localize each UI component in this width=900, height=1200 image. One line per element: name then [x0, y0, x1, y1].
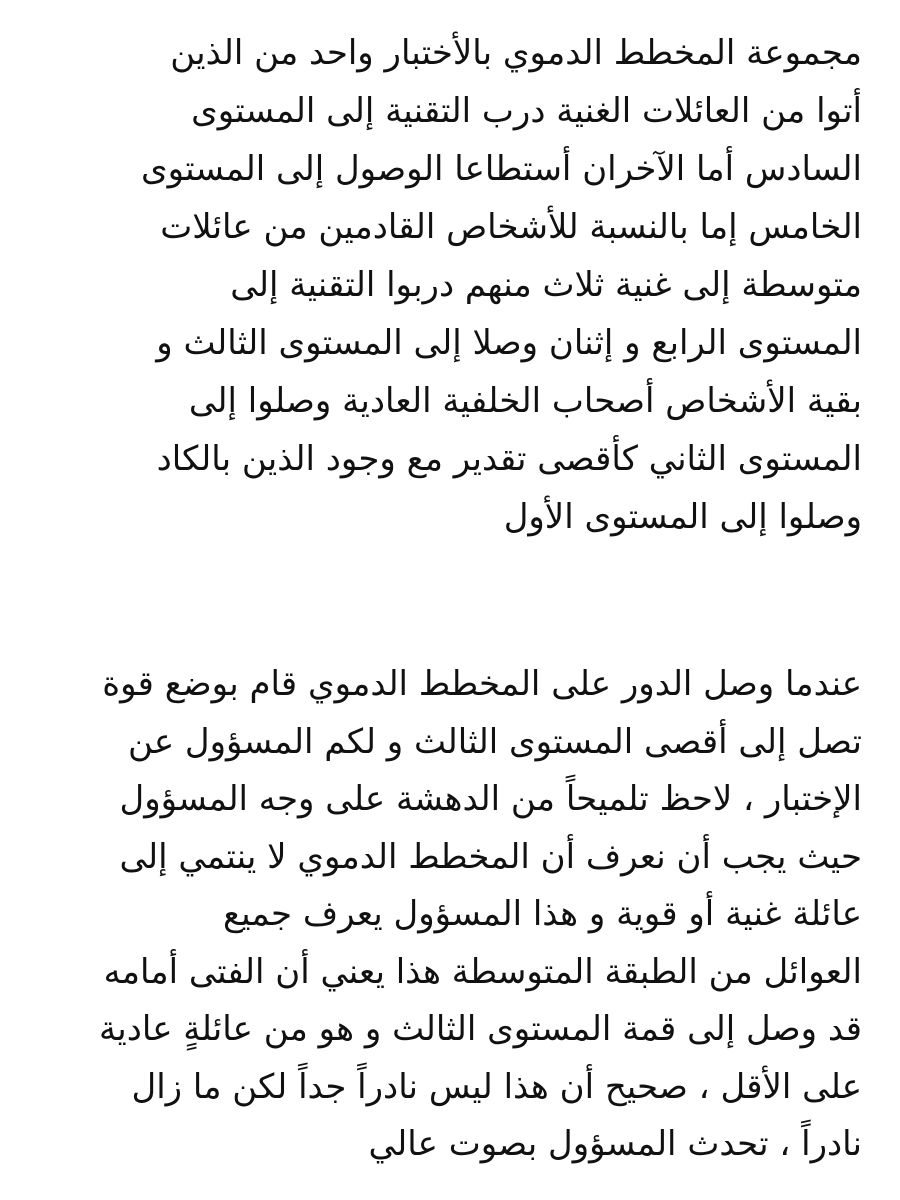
text-line: متوسطة إلى غنية ثلاث منهم دربوا التقنية إلى [230, 265, 862, 305]
text-line: وصلوا إلى المستوى الأول [503, 497, 862, 537]
text-line: المستوى الرابع و إثنان وصلا إلى المستوى الثالث و [156, 323, 862, 363]
text-line: عندما وصل الدور على المخطط الدموي قام بوضع قوة [102, 664, 862, 704]
text-line: عائلة غنية أو قوية و هذا المسؤول يعرف جميع [223, 894, 862, 934]
text-line: الخامس إما بالنسبة للأشخاص القادمين من عائلات [160, 207, 862, 247]
text-line: السادس أما الآخران أستطاعا الوصول إلى المستوى [140, 149, 862, 189]
text-line: على الأقل ، صحيح أن هذا ليس نادراً جداً لكن ما زال [131, 1066, 862, 1107]
text-line: نادراً ، تحدث المسؤول بصوت عالي [368, 1124, 862, 1164]
text-line: مجموعة المخطط الدموي بالأختبار واحد من الذين [170, 33, 862, 73]
text-line: الإختبار ، لاحظ تلميحاً من الدهشة على وجه المسؤول [119, 779, 862, 819]
text-line: قد وصل إلى قمة المستوى الثالث و هو من عائلةٍ عادية [99, 1009, 862, 1049]
text-line: بقية الأشخاص أصحاب الخلفية العادية وصلوا إلى [188, 381, 862, 421]
paragraph-1 [42, 24, 862, 546]
text-line: أتوا من العائلات الغنية درب التقنية إلى المستوى [191, 91, 862, 131]
text-line: العوائل من الطبقة المتوسطة هذا يعني أن الفتى أمامه [103, 951, 862, 992]
text-line: حيث يجب أن نعرف أن المخطط الدموي لا ينتمي إلى [119, 836, 862, 877]
text-line: تصل إلى أقصى المستوى الثالث و لكم المسؤول عن [127, 721, 862, 762]
text-line: المستوى الثاني كأقصى تقدير مع وجود الذين بالكاد [156, 439, 862, 479]
paragraph-2 [42, 656, 862, 1174]
